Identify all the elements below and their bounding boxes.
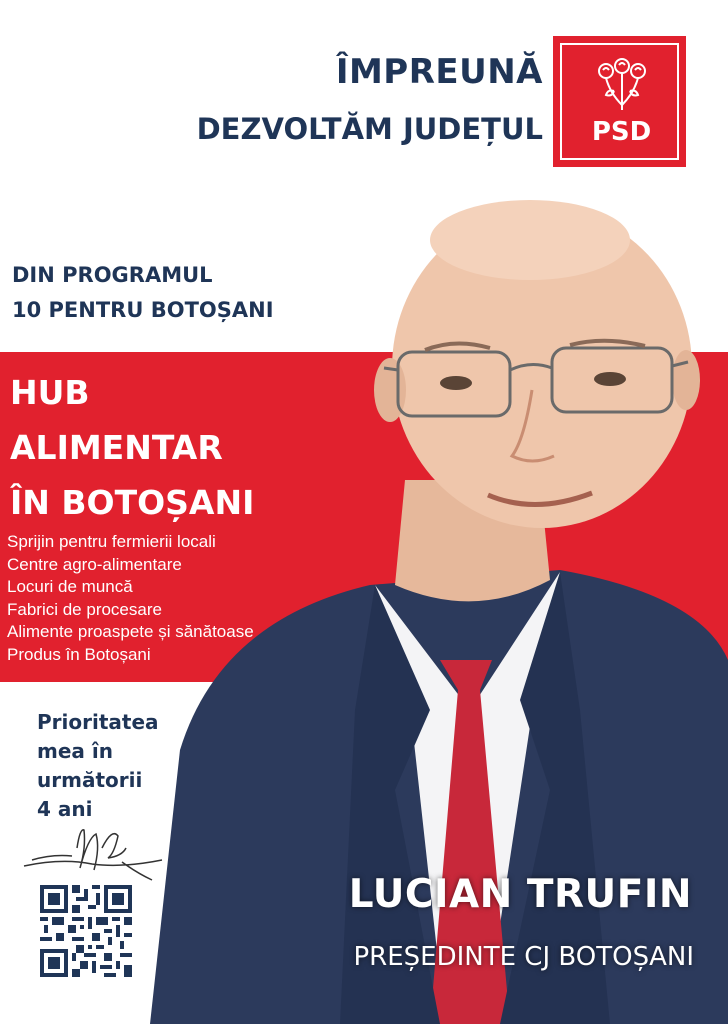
- psd-logo: [553, 36, 686, 167]
- priority-line-3: următorii: [37, 768, 143, 792]
- slogan-line-2: DEZVOLTĂM JUDEȚUL: [196, 112, 543, 146]
- handwritten-signature: [22, 818, 172, 888]
- list-item: Sprijin pentru fermierii locali: [7, 532, 216, 551]
- slogan-line-1: ÎMPREUNĂ: [335, 52, 543, 92]
- headline-line-2: ALIMENTAR: [10, 428, 223, 467]
- program-line-2: 10 PENTRU BOTOȘANI: [12, 298, 274, 322]
- candidate-role: PREȘEDINTE CJ BOTOȘANI: [353, 942, 694, 972]
- priority-statement: [37, 708, 159, 824]
- logo-text: PSD: [591, 117, 652, 147]
- logo-frame: [560, 43, 679, 160]
- three-roses-icon: [592, 55, 652, 115]
- headline-line-1: HUB: [10, 373, 90, 412]
- list-item: Centre agro-alimentare: [7, 554, 182, 574]
- list-item: Locuri de muncă: [7, 577, 133, 596]
- priority-line-4: 4 ani: [37, 797, 93, 821]
- qr-code[interactable]: [40, 885, 132, 977]
- priority-line-2: mea în: [37, 739, 113, 763]
- benefits-list: [7, 531, 254, 666]
- list-item: Fabrici de procesare: [7, 599, 162, 619]
- program-line-1: DIN PROGRAMUL: [12, 263, 213, 287]
- hub-headline: [10, 365, 254, 530]
- candidate-name: LUCIAN TRUFIN: [348, 872, 692, 917]
- headline-line-3: ÎN BOTOȘANI: [10, 483, 255, 522]
- priority-line-1: Prioritatea: [37, 710, 159, 734]
- list-item: Alimente proaspete și sănătoase: [7, 622, 254, 641]
- list-item: Produs în Botoșani: [7, 644, 151, 664]
